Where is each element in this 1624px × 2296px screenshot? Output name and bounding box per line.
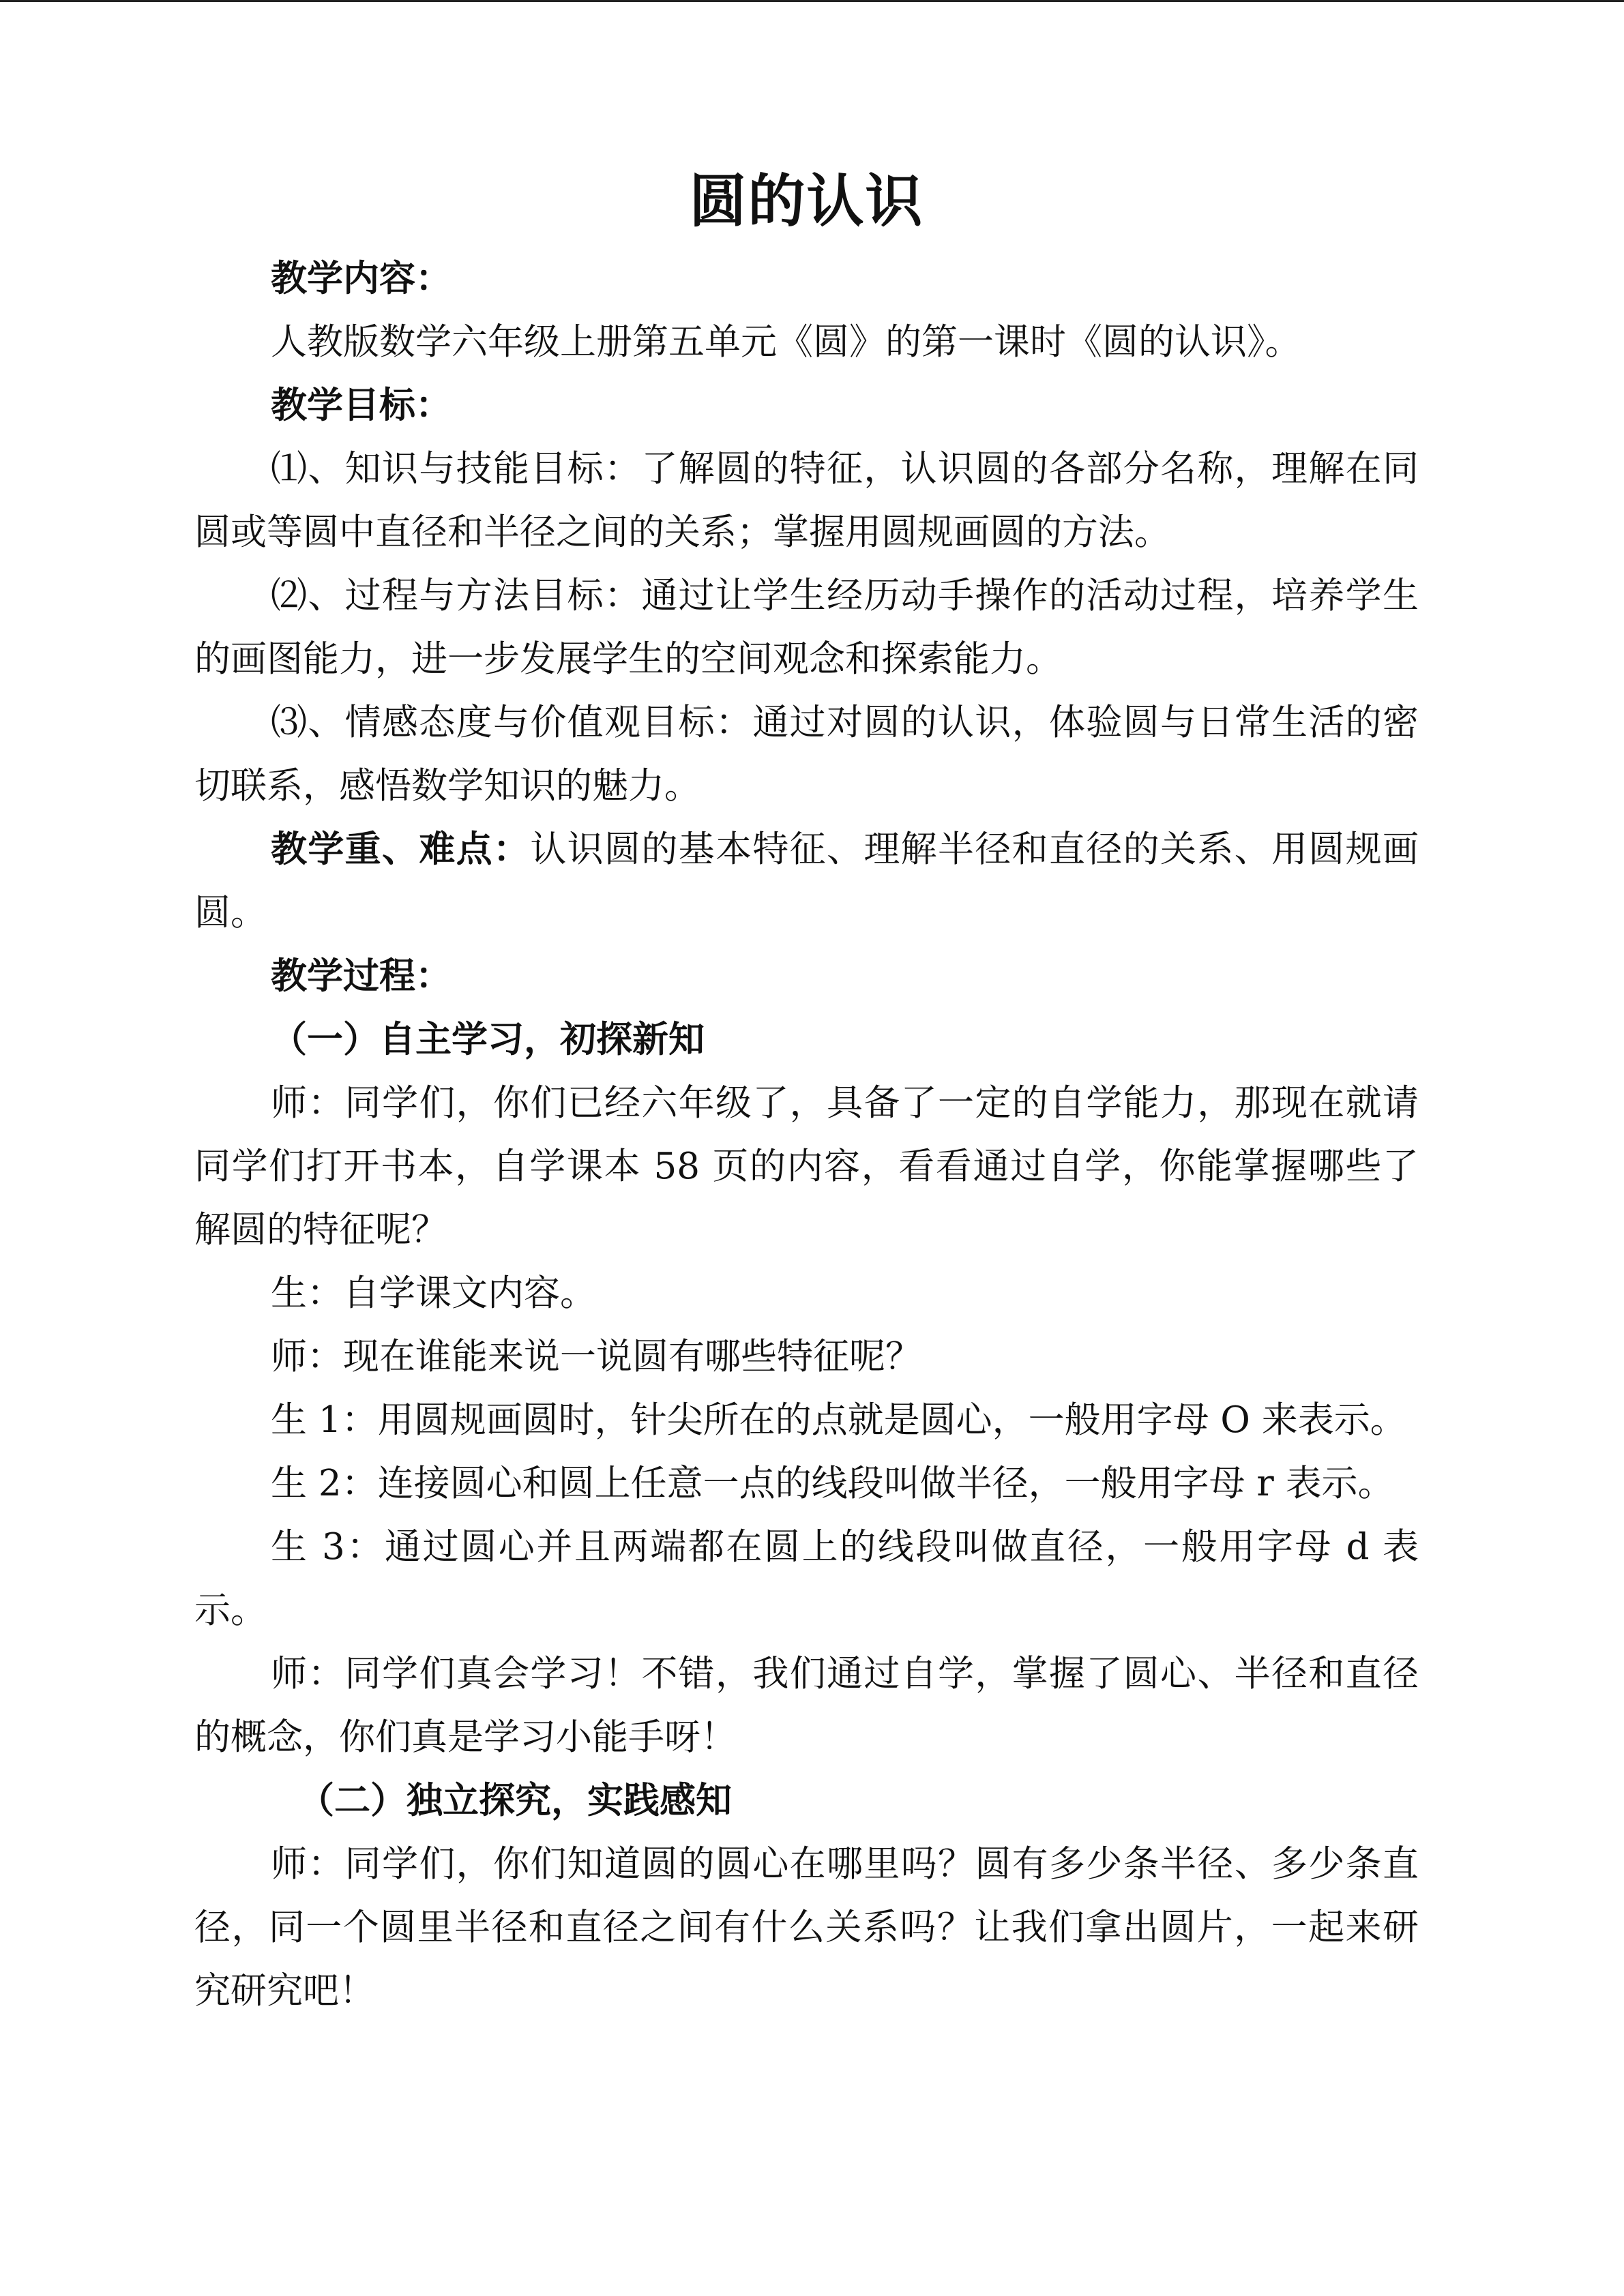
dialogue-paragraph: 师：同学们，你们知道圆的圆心在哪里吗？圆有多少条半径、多少条直径，同一个圆里半径和直径之间有什么关系吗？让我们拿出圆片，一起来研究研究吧！ [194,1843,1419,2012]
process-heading: 教学过程： [271,955,452,997]
goal-3: ⑶、情感态度与价值观目标：通过对圆的认识，体验圆与日常生活的密切联系，感悟数学知识的魅力。 [194,702,1419,807]
goal-2: ⑵、过程与方法目标：通过让学生经历动手操作的活动过程，培养学生的画图能力，进一步发展学生的空间观念和探索能力。 [194,575,1419,680]
key-text: 认识圆的基本特征、理解半径和直径的关系、用圆规画圆。 [194,829,1419,934]
dialogue-paragraph: 师：同学们真会学习！不错，我们通过自学，掌握了圆心、半径和直径的概念，你们真是学习小能手呀！ [194,1653,1419,1758]
dialogue-paragraph: 师：同学们，你们已经六年级了，具备了一定的自学能力，那现在就请同学们打开书本，自学课本 58 页的内容，看看通过自学，你能掌握哪些了解圆的特征呢？ [194,1082,1419,1251]
part-2-heading: （二）独立探究，实践感知 [298,1779,732,1821]
key-heading: 教学重、难点： [271,828,531,870]
dialogue-paragraph: 生 3：通过圆心并且两端都在圆上的线段叫做直径，一般用字母 d 表示。 [194,1526,1419,1631]
goals-heading: 教学目标： [271,384,452,426]
page-top-border [0,0,1624,2]
dialogue-paragraph: 师：现在谁能来说一说圆有哪些特征呢？ [271,1336,921,1377]
document-page [194,157,1419,2023]
dialogue-paragraph: 生 1：用圆规画圆时，针尖所在的点就是圆心，一般用字母 O 来表示。 [271,1399,1406,1441]
part-1-heading: （一）自主学习，初探新知 [271,1018,705,1060]
dialogue-paragraph: 生：自学课文内容。 [271,1272,596,1314]
key-points [194,818,1419,944]
content-text: 人教版数学六年级上册第五单元《圆》的第一课时《圆的认识》。 [271,321,1301,363]
goal-1: ⑴、知识与技能目标：了解圆的特征，认识圆的各部分名称，理解在同圆或等圆中直径和半径之间的关系；掌握用圆规画圆的方法。 [194,448,1419,553]
dialogue-paragraph: 生 2：连接圆心和圆上任意一点的线段叫做半径，一般用字母 r 表示。 [271,1463,1394,1504]
content-heading: 教学内容： [271,257,452,299]
page-title: 圆的认识 [689,167,924,235]
